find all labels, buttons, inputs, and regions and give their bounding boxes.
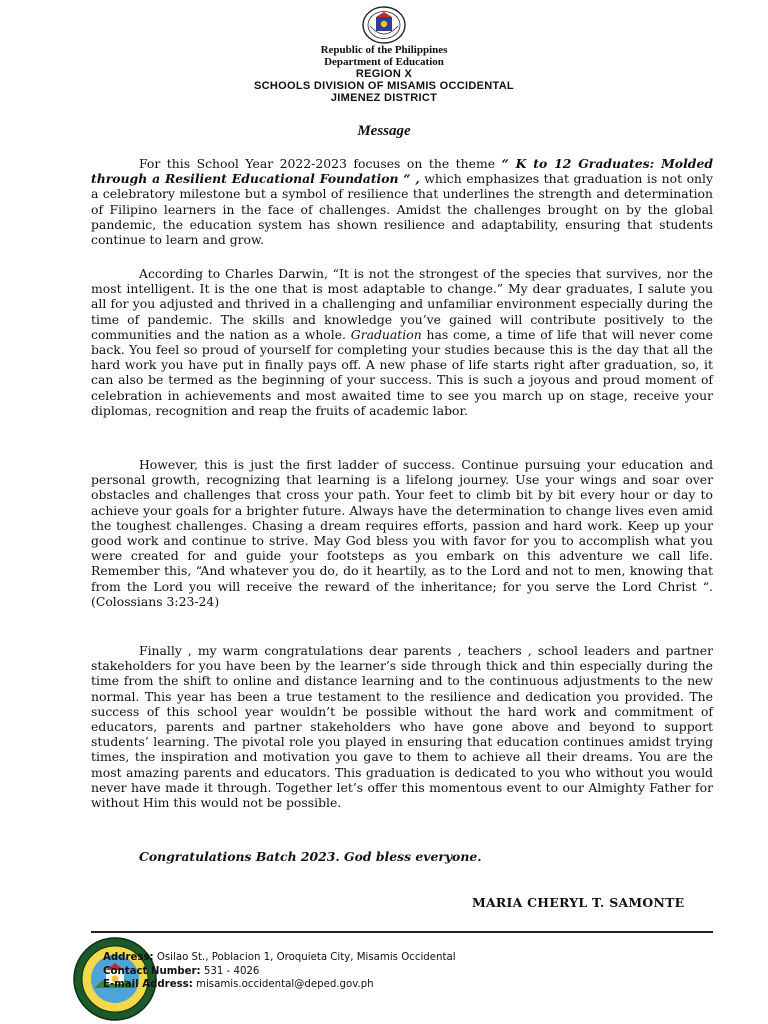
header-republic: Republic of the Philippines bbox=[320, 44, 448, 56]
footer-divider bbox=[91, 931, 713, 933]
p1-body: which emphasizes that graduation is not only a celebratory milestone but a symbol of resilience that underlines the strength and determination of Filipino learners in the face of challenges. Amidst the challenges brought on by the global pandemic, the education system has shown resilience and adaptability, ensuring that students continue to learn and grow. bbox=[91, 171, 713, 248]
p2-emphasis: Graduation bbox=[350, 326, 422, 342]
footer-contact bbox=[103, 951, 456, 992]
deped-seal-logo bbox=[362, 6, 406, 44]
signatory-name: MARIA CHERYL T. SAMONTE bbox=[472, 895, 685, 910]
header-division: SCHOOLS DIVISION OF MISAMIS OCCIDENTAL bbox=[254, 80, 514, 92]
header-region: REGION X bbox=[355, 68, 413, 80]
address-label: Address: bbox=[103, 952, 154, 963]
closing-line: Congratulations Batch 2023. God bless everyone. bbox=[139, 849, 482, 864]
contact-value: 531 - 4026 bbox=[200, 965, 260, 977]
p2-intro: According to Charles Darwin, “It is not the strongest of the species that survives, nor the most intelligent. It is the one that is most adaptable to change.” My dear graduates, I salute you all for you adjusted and thrived in a challenging and unfamiliar environment especially during the time of pandemic. The skills and knowledge you’ve gained will contribute positively to the communities and the nation as a whole. bbox=[91, 266, 713, 342]
footer-email bbox=[103, 978, 456, 992]
message-paragraph-2 bbox=[91, 266, 713, 418]
page-title: Message bbox=[357, 123, 411, 139]
p1-intro: For this School Year 2022-2023 focuses on the theme bbox=[139, 156, 502, 171]
p1-theme: “ K to 12 Graduates: Molded through a Resilient Educational Foundation “ , bbox=[91, 156, 713, 187]
contact-label: Contact Number: bbox=[103, 965, 201, 977]
address-value: Osilao St., Poblacion 1, Oroquieta City, Misamis Occidental bbox=[153, 952, 456, 963]
email-label: E-mail Address: bbox=[103, 979, 193, 990]
message-paragraph-4: Finally , my warm congratulations dear parents , teachers , school leaders and partner stakeholders for you have been by the learner’s side through thick and thin especially during the time from the shift to online and distance learning and to the continuous adjustments to the new normal. This year has been a true testament to the resilience and dedication you provided. The success of this school year wouldn’t be possible without the hard work and commitment of educators, parents and partner stakeholders who have gone above and beyond to support students’ learning. The pivotal role you played in ensuring that education continues amidst trying times, the inspiration and motivation you gave to them to achieve all their dreams. You are the most amazing parents and educators. This graduation is dedicated to you who without you would never have made it through. Together let’s offer this momentous event to our Almighty Father for without Him this would not be possible. bbox=[91, 643, 713, 811]
email-value: misamis.occidental@deped.gov.ph bbox=[192, 979, 374, 990]
header-district: JIMENEZ DISTRICT bbox=[330, 92, 438, 104]
p2-body: has come, a time of life that will never come back. You feel so proud of yourself for completing your studies because this is the day that all the hard work you have put in finally pays off. A new phase of life starts right after graduation, so, it can also be termed as the beginning of your success. This is such a joyous and proud moment of celebration in achievements and most awaited time to see you march up on stage, receive your diplomas, recognition and reap the fruits of academic labor. bbox=[91, 326, 713, 418]
header-department: Department of Education bbox=[324, 56, 444, 68]
footer-contact-number bbox=[103, 965, 456, 979]
footer-address bbox=[103, 951, 456, 965]
message-paragraph-1 bbox=[91, 156, 713, 247]
message-paragraph-3: However, this is just the first ladder of success. Continue pursuing your education and personal growth, recognizing that learning is a lifelong journey. Use your wings and soar over obstacles and challenges that cross your path. Your feet to climb bit by bit every hour or day to achieve your goals for a brighter future. Always have the determination to change lives even amid the toughest challenges. Chasing a dream requires efforts, passion and hard work. Keep up your good work and continue to strive. May God bless you with favor for you to accomplish what you were created for and guide your footsteps as you embark on this adventure we call life. Remember this, “And whatever you do, do it heartily, as to the Lord and not to men, knowing that from the Lord you will receive the reward of the inheritance; for you serve the Lord Christ “. (Colossians 3:23-24) bbox=[91, 457, 713, 609]
